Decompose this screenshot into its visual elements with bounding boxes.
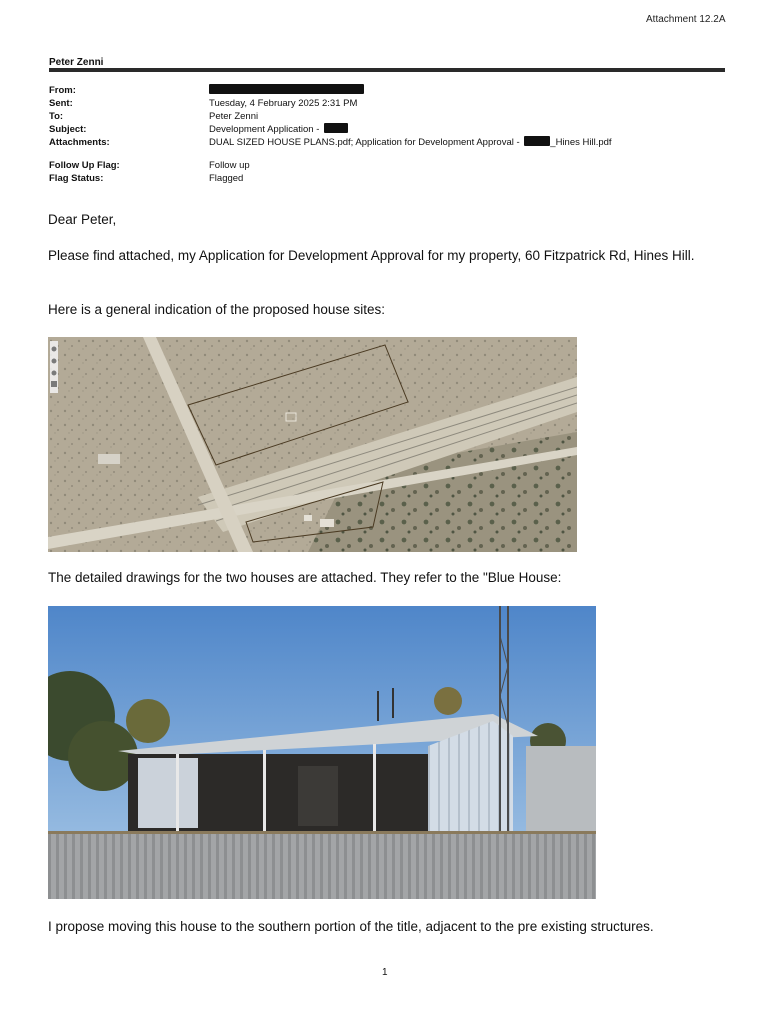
body-paragraph-2: Here is a general indication of the proposed house sites: [48, 302, 385, 317]
page-number: 1 [382, 967, 388, 978]
attachments-label: Attachments: [49, 137, 110, 148]
sent-label: Sent: [49, 98, 73, 109]
attachments-row [49, 136, 612, 149]
to-label: To: [49, 111, 64, 122]
follow-up-label: Follow Up Flag: [49, 160, 120, 171]
body-paragraph-4: I propose moving this house to the southern portion of the title, adjacent to the pre existing structures. [48, 919, 654, 934]
subject-value: Development Application - [209, 124, 320, 135]
aerial-site-map [48, 337, 577, 552]
body-paragraph-3: The detailed drawings for the two houses are attached. They refer to the "Blue House: [48, 570, 562, 585]
flag-status-value: Flagged [209, 173, 244, 184]
to-value: Peter Zenni [209, 111, 259, 122]
subject-label: Subject: [49, 124, 87, 135]
subject-row [49, 123, 612, 136]
flag-status-row [49, 172, 612, 185]
sender-name: Peter Zenni [49, 57, 104, 68]
attachment-link-plans[interactable]: DUAL SIZED HOUSE PLANS.pdf; Application for Development Approval - [209, 137, 520, 148]
attachment-label: Attachment 12.2A [646, 14, 726, 25]
email-metadata [49, 84, 612, 185]
flag-status-label: Flag Status: [49, 173, 104, 184]
greeting: Dear Peter, [48, 212, 117, 227]
redaction-block [324, 123, 348, 133]
blue-house-photo [48, 606, 596, 899]
to-row [49, 110, 612, 123]
body-paragraph-1: Please find attached, my Application for Development Approval for my property, 60 Fitzpatrick Rd, Hines Hill. [48, 248, 695, 263]
header-divider [49, 68, 725, 72]
from-row [49, 84, 612, 97]
redaction-block [524, 136, 550, 146]
redaction-block [209, 84, 364, 94]
follow-up-value: Follow up [209, 160, 250, 171]
follow-up-row [49, 159, 612, 172]
from-label: From: [49, 85, 76, 96]
sent-value: Tuesday, 4 February 2025 2:31 PM [209, 98, 358, 109]
attachment-link-application[interactable]: _Hines Hill.pdf [550, 137, 612, 148]
sent-row [49, 97, 612, 110]
